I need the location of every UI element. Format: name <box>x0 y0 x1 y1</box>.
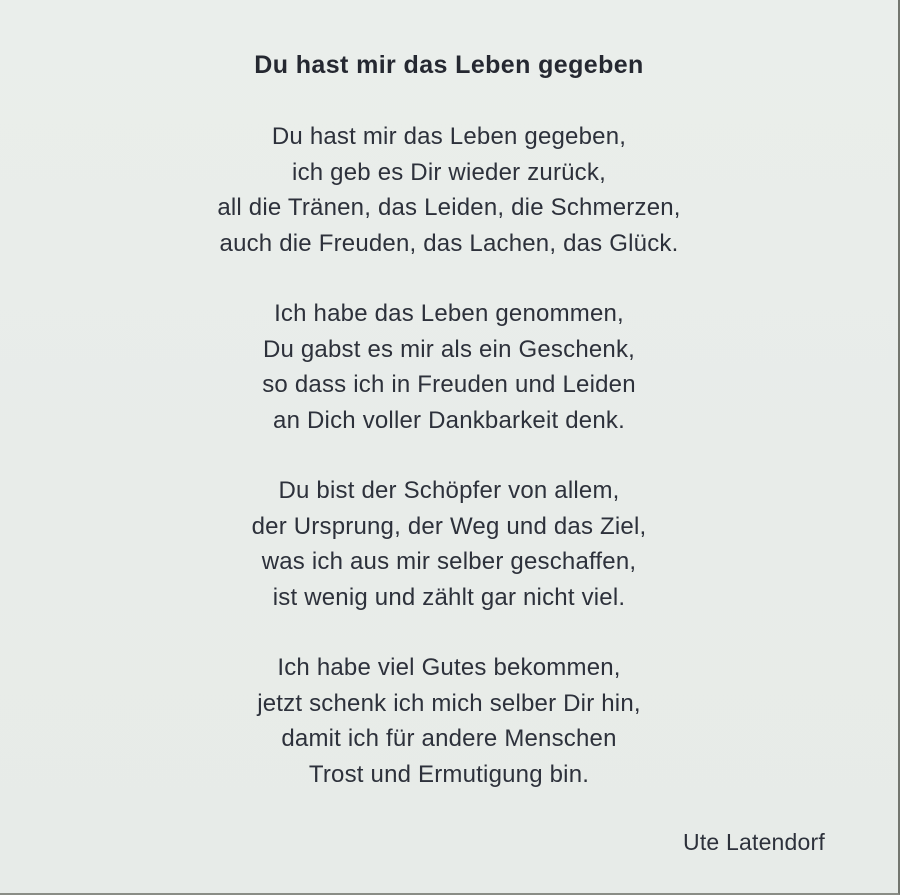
poem-line: jetzt schenk ich mich selber Dir hin, <box>257 689 641 717</box>
poem-line: auch die Freuden, das Lachen, das Glück. <box>219 229 679 257</box>
poem-line: ist wenig und zählt gar nicht viel. <box>272 583 626 611</box>
stanza-2 <box>0 296 898 438</box>
poem-line: so dass ich in Freuden und Leiden <box>262 371 636 398</box>
stanza-1 <box>0 119 898 261</box>
stanza-3 <box>0 473 898 615</box>
stanza-4 <box>0 650 898 792</box>
poem-line: all die Tränen, das Leiden, die Schmerzen, <box>217 194 681 221</box>
poem-line: Du hast mir das Leben gegeben, <box>271 123 627 150</box>
poem-line: der Ursprung, der Weg und das Ziel, <box>251 512 647 540</box>
author-signature: Ute Latendorf <box>683 829 825 855</box>
poem-line: was ich aus mir selber geschaffen, <box>261 548 637 575</box>
poem-line: Ich habe das Leben genommen, <box>274 300 624 327</box>
poem-title: Du hast mir das Leben gegeben <box>254 51 644 79</box>
poem-line: Ich habe viel Gutes bekommen, <box>277 654 621 681</box>
poem-line: ich geb es Dir wieder zurück, <box>292 158 606 186</box>
poem-line: an Dich voller Dankbarkeit denk. <box>273 406 625 434</box>
poem-line: Trost und Ermutigung bin. <box>308 760 590 788</box>
poem-line: damit ich für andere Menschen <box>281 725 617 752</box>
poem-line: Du gabst es mir als ein Geschenk, <box>262 335 636 363</box>
poem-line: Du bist der Schöpfer von allem, <box>278 477 620 504</box>
